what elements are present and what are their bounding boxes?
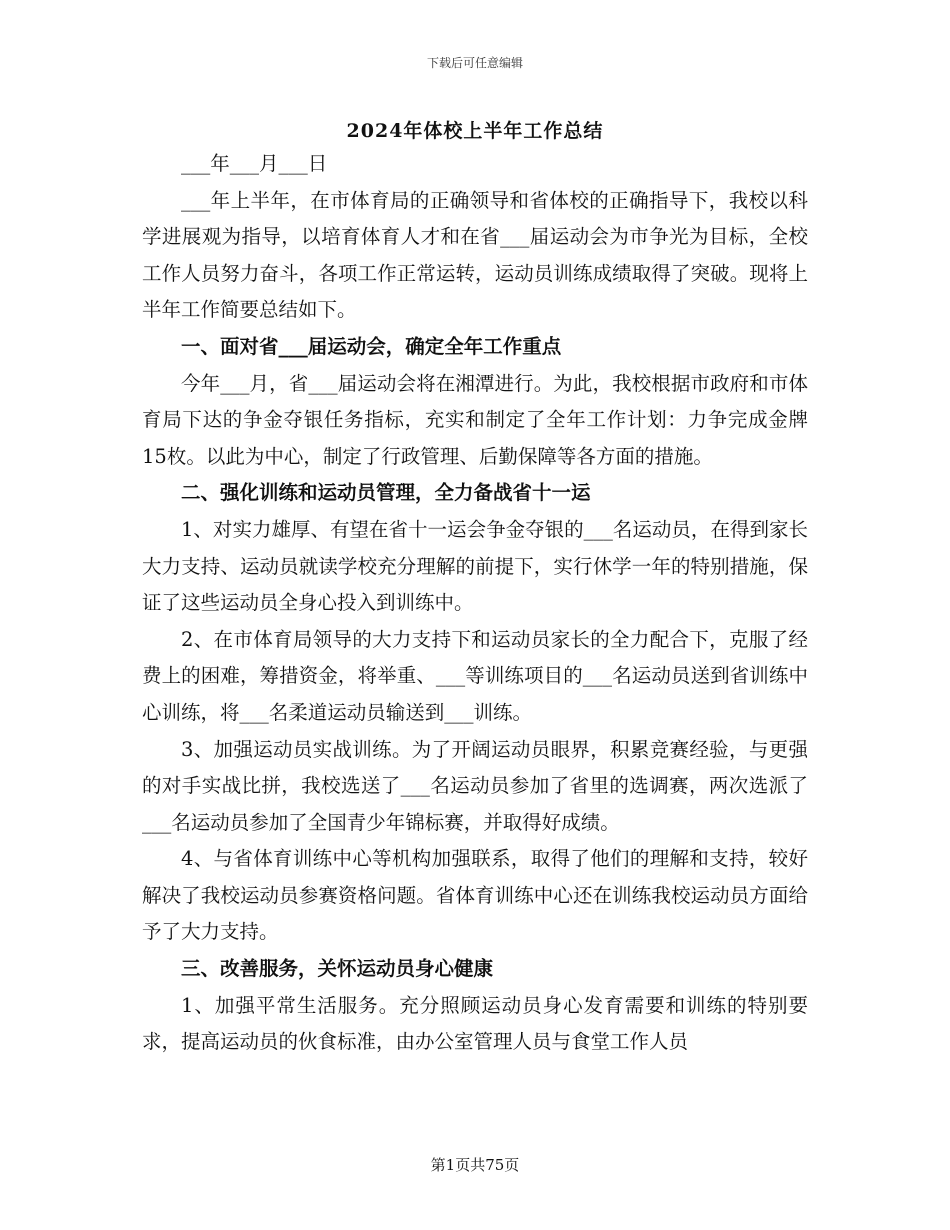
header-note: 下载后可任意编辑 [426,56,523,70]
date-line: ___年___月___日 [181,152,328,175]
document-body [142,146,808,1061]
section-heading-2: 二、强化训练和运动员管理，全力备战省十一运 [181,481,591,505]
section-1-paragraph: 今年___月，省___届运动会将在湘潭进行。为此，我校根据市政府和市体育局下达的争金夺银任务指标，充实和制定了全年工作计划：力争完成金牌15枚。以此为中心，制定了行政管理、后勤保障等各方面的措施。 [142,371,808,468]
section-2-item-1: 1、对实力雄厚、有望在省十一运会争金夺银的___名运动员，在得到家长大力支持、运动员就读学校充分理解的前提下，实行休学一年的特别措施，保证了这些运动员全身心投入到训练中。 [142,517,808,615]
section-2-item-2: 2、在市体育局领导的大力支持下和运动员家长的全力配合下，克服了经费上的困难，筹措资金，将举重、___等训练项目的___名运动员送到省训练中心训练，将___名柔道运动员输送到___训练。 [142,627,808,724]
section-heading-3: 三、改善服务，关怀运动员身心健康 [181,957,494,981]
section-2-item-4: 4、与省体育训练中心等机构加强联系，取得了他们的理解和支持，较好解决了我校运动员参赛资格问题。省体育训练中心还在训练我校运动员方面给予了大力支持。 [142,847,808,944]
section-3-item-1: 1、加强平常生活服务。充分照顾运动员身心发育需要和训练的特别要求，提高运动员的伙食标准，由办公室管理人员与食堂工作人员 [142,993,808,1054]
intro-paragraph: ___年上半年，在市体育局的正确领导和省体校的正确指导下，我校以科学进展观为指导，以培育体育人才和在省___届运动会为市争光为目标，全校工作人员努力奋斗，各项工作正常运转，运动员训练成绩取得了突破。现将上半年工作简要总结如下。 [142,188,808,322]
section-heading-1: 一、面对省___届运动会，确定全年工作重点 [181,334,562,358]
document-title: 2024年体校上半年工作总结 [346,120,604,142]
page-footer: 第1页共75页 [430,1156,520,1174]
section-2-item-3: 3、加强运动员实战训练。为了开阔运动员眼界，积累竞赛经验，与更强的对手实战比拼，我校选送了___名运动员参加了省里的选调赛，两次选派了___名运动员参加了全国青少年锦标赛，并取得好成绩。 [142,737,808,834]
